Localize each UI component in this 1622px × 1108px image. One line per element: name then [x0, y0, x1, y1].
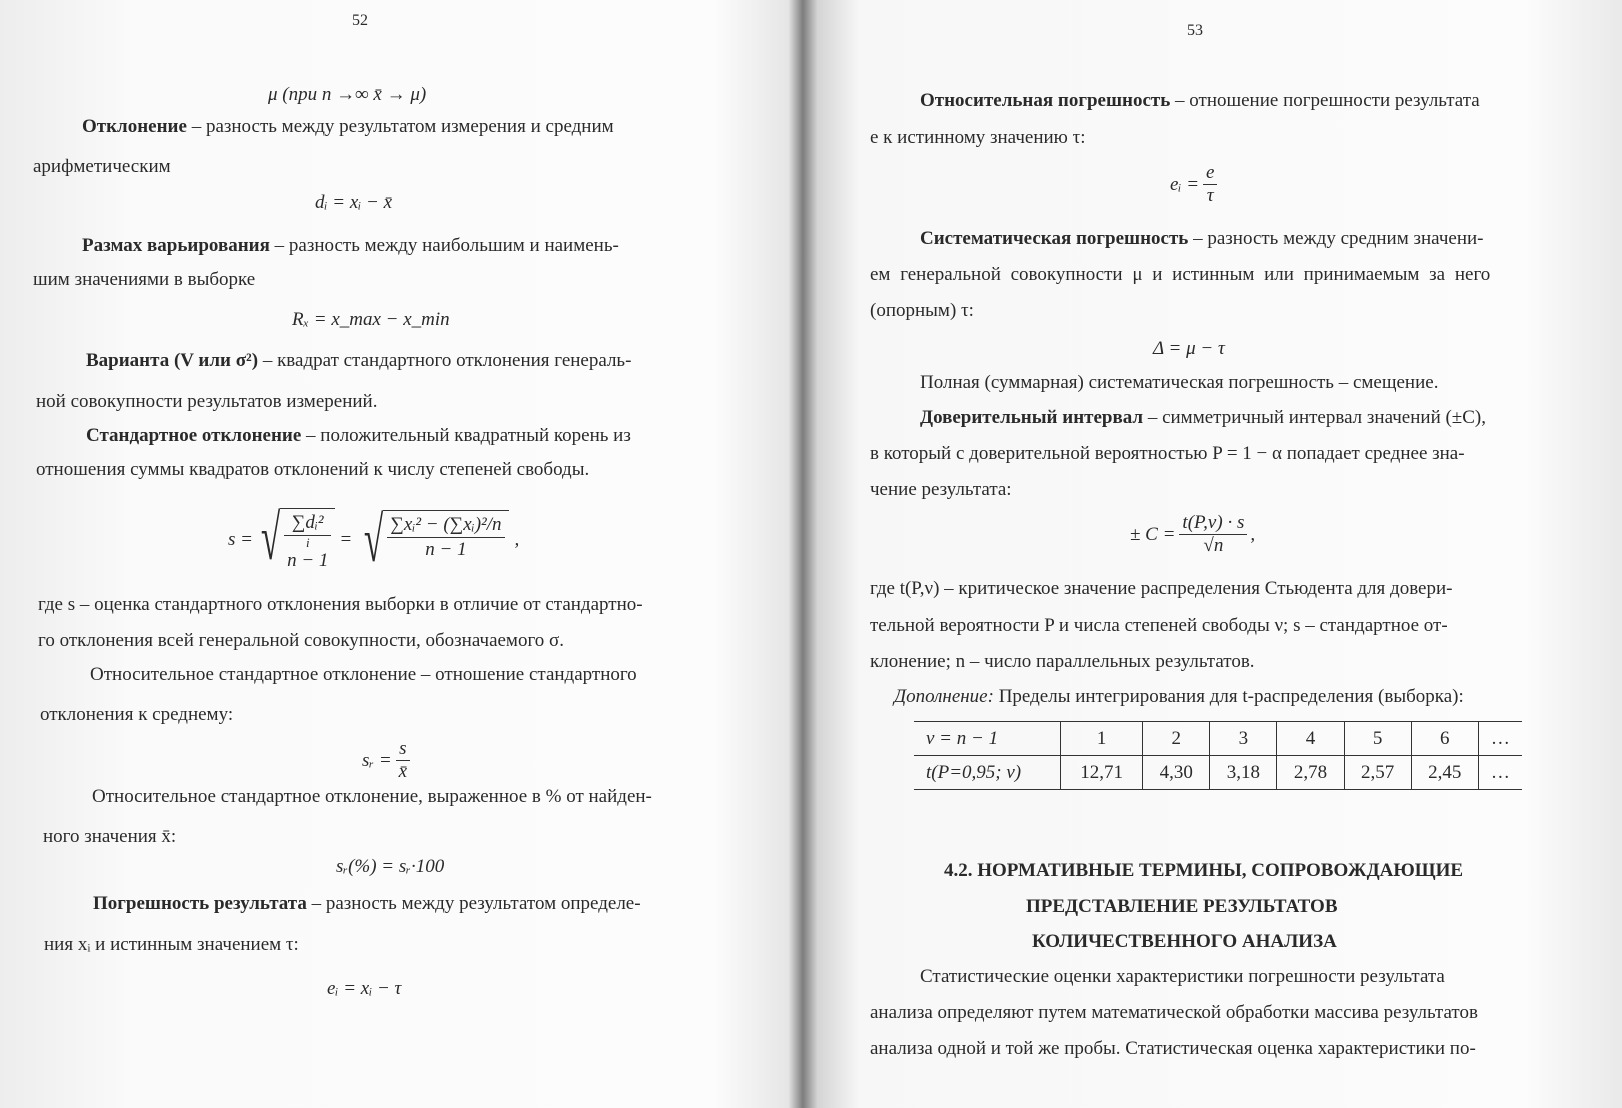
- text-line: клонение; n – число параллельных результатов.: [870, 651, 1255, 672]
- text-line: Относительное стандартное отклонение – отношение стандартного: [90, 664, 637, 685]
- paragraph-confidence-interval: Доверительный интервал – симметричный интервал значений (±C),: [920, 407, 1486, 428]
- text-line: Относительное стандартное отклонение, выраженное в % от найден-: [92, 786, 652, 807]
- table-cell: 1: [1061, 722, 1143, 756]
- formula-relative-error: eᵢ = $\frac{e}{\tau}$: [1170, 162, 1217, 207]
- table-row: [914, 722, 1522, 756]
- text-line: анализа определяют путем математической обработки массива результатов: [870, 1002, 1478, 1023]
- text-line: Статистические оценки характеристики погрешности результата: [920, 966, 1445, 987]
- text-line: отклонения к среднему:: [40, 704, 234, 725]
- text-line: (опорным) τ:: [870, 300, 974, 321]
- formula-error: eᵢ = xᵢ − τ: [327, 978, 402, 999]
- formula-rsd-percent: sᵣ(%) = sᵣ·100: [336, 856, 445, 877]
- text-line: ем генеральной совокупности μ и истинным или принимаемым за него: [870, 264, 1491, 285]
- text-line: ной совокупности результатов измерений.: [36, 391, 378, 412]
- formula-rsd: sᵣ = $\frac{s}{x̄}$: [362, 738, 410, 783]
- table-cell: …: [1478, 722, 1522, 756]
- text-line: ного значения x̄:: [43, 826, 177, 847]
- table-cell: 2,57: [1344, 756, 1411, 790]
- formula-deviation: dᵢ = xᵢ − x̄: [315, 192, 393, 213]
- text-line: в который с доверительной вероятностью P = 1 − α попадает среднее зна-: [870, 443, 1465, 464]
- right-page: [810, 0, 1622, 1108]
- text-line: где s – оценка стандартного отклонения выборки в отличие от стандартно-: [38, 594, 643, 615]
- section-title: 4.2. НОРМАТИВНЫЕ ТЕРМИНЫ, СОПРОВОЖДАЮЩИЕ: [944, 860, 1464, 881]
- text-line: Полная (суммарная) систематическая погрешность – смещение.: [920, 372, 1439, 393]
- table-cell: 3: [1210, 722, 1277, 756]
- page-number: 52: [352, 12, 368, 29]
- t-distribution-table: [914, 721, 1522, 790]
- paragraph-variance: Варианта (V или σ²) – квадрат стандартного отклонения генераль-: [86, 350, 632, 371]
- table-cell: 6: [1411, 722, 1478, 756]
- paragraph-deviation: Отклонение – разность между результатом измерения и средним: [82, 116, 614, 137]
- section-title: КОЛИЧЕСТВЕННОГО АНАЛИЗА: [1032, 931, 1337, 952]
- table-row: [914, 756, 1522, 790]
- supplement-line: Дополнение: Пределы интегрирования для t-распределения (выборка):: [894, 686, 1464, 707]
- formula-systematic-error: Δ = μ − τ: [1153, 338, 1225, 359]
- paragraph-std: Стандартное отклонение – положительный квадратный корень из: [86, 425, 631, 446]
- table-cell: 2: [1143, 722, 1210, 756]
- paragraph-relative-error: Относительная погрешность – отношение погрешности результата: [920, 90, 1480, 111]
- term-systematic-error: Систематическая погрешность: [920, 228, 1189, 249]
- text-line: ния xᵢ и истинным значением τ:: [44, 934, 299, 955]
- table-cell: 5: [1344, 722, 1411, 756]
- term-variance: Варианта (V или σ²): [86, 350, 259, 371]
- term-range: Размах варьирования: [82, 235, 270, 256]
- formula-confidence-interval: ± C = $\frac{t(P,\nu) \cdot s}{√n}$ ,: [1130, 512, 1256, 556]
- left-page: [0, 0, 800, 1108]
- text-line: го отклонения всей генеральной совокупности, обозначаемого σ.: [38, 630, 565, 651]
- table-cell: ν = n − 1: [914, 722, 1061, 756]
- table-cell: 2,45: [1411, 756, 1478, 790]
- table-cell: t(P=0,95; ν): [914, 756, 1061, 790]
- text-line: e к истинному значению τ:: [870, 127, 1086, 148]
- formula-std: s = √ ∑dᵢ² i n − 1 = √ $\frac{\text{∑xᵢ² − (∑xᵢ)²/n}}{n - 1}$ ,: [228, 501, 520, 575]
- table-cell: …: [1478, 756, 1522, 790]
- term-std: Стандартное отклонение: [86, 425, 302, 446]
- text-line: тельной вероятности P и числа степеней свободы ν; s – стандартное от-: [870, 615, 1448, 636]
- table-cell: 4,30: [1143, 756, 1210, 790]
- paragraph-error: Погрешность результата – разность между результатом определе-: [93, 893, 641, 914]
- paragraph-systematic-error: Систематическая погрешность – разность между средним значени-: [920, 228, 1484, 249]
- text-line: чение результата:: [870, 479, 1012, 500]
- text-line: шим значениями в выборке: [33, 269, 256, 290]
- paragraph-range: Размах варьирования – разность между наибольшим и наимень-: [82, 235, 619, 256]
- section-title: ПРЕДСТАВЛЕНИЕ РЕЗУЛЬТАТОВ: [1026, 896, 1338, 917]
- text-line: где t(P,ν) – критическое значение распределения Стьюдента для довери-: [870, 578, 1453, 599]
- formula-mu: μ (при n →∞ x̄ → μ): [268, 84, 427, 105]
- table-cell: 4: [1277, 722, 1344, 756]
- page-number: 53: [1187, 22, 1203, 39]
- table-cell: 12,71: [1061, 756, 1143, 790]
- term-deviation: Отклонение: [82, 116, 187, 137]
- term-relative-error: Относительная погрешность: [920, 90, 1171, 111]
- table-cell: 2,78: [1277, 756, 1344, 790]
- term-confidence-interval: Доверительный интервал: [920, 407, 1144, 428]
- term-error: Погрешность результата: [93, 893, 307, 914]
- text-line: отношения суммы квадратов отклонений к числу степеней свободы.: [36, 459, 590, 480]
- formula-range: Rₓ = x_max − x_min: [292, 309, 450, 330]
- table-cell: 3,18: [1210, 756, 1277, 790]
- text-line: арифметическим: [33, 156, 171, 177]
- text-line: анализа одной и той же пробы. Статистическая оценка характеристики по-: [870, 1038, 1476, 1059]
